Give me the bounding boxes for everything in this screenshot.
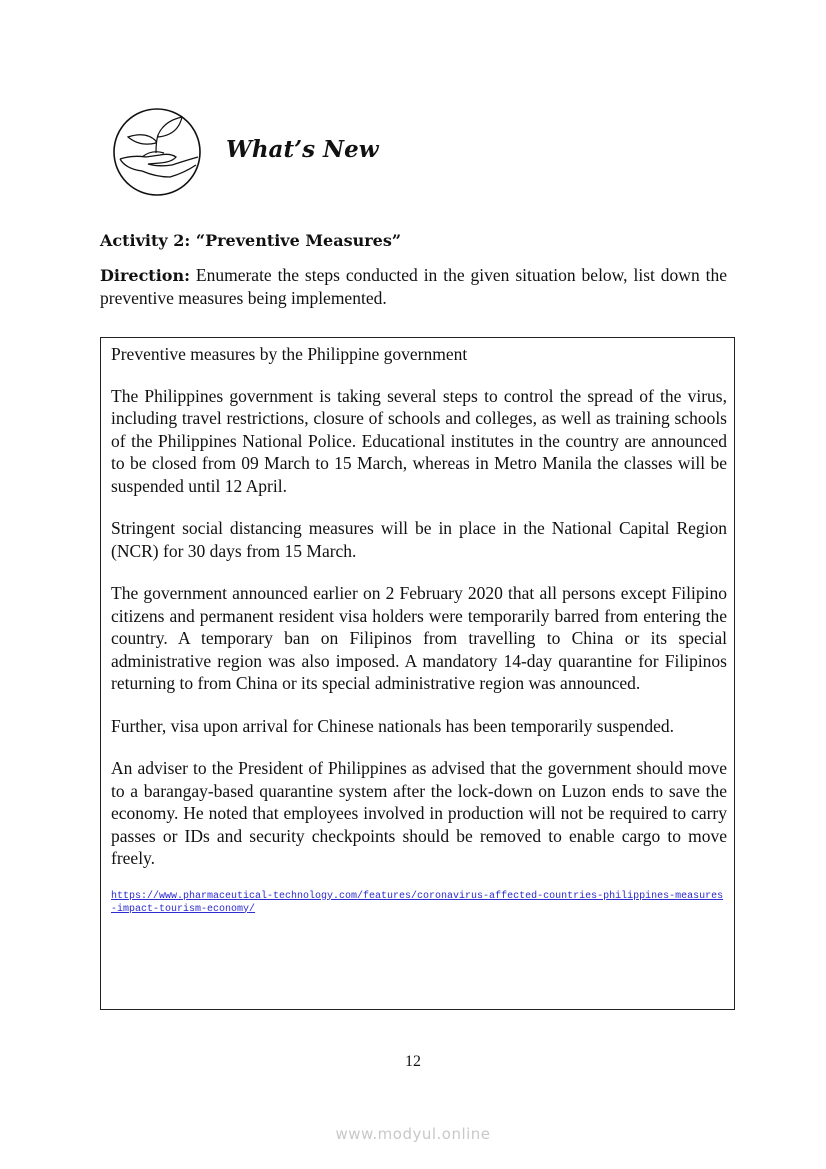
section-title: What’s New — [226, 136, 379, 163]
reading-box — [100, 337, 735, 1010]
hand-holding-seedling-icon — [112, 107, 202, 197]
page-number: 12 — [405, 1053, 421, 1070]
source-link[interactable]: https://www.pharmaceutical-technology.com/features/coronavirus-affected-countries-philippines-measures-impact-tourism-economy/ — [111, 890, 724, 915]
watermark: www.modyul.online — [335, 1125, 491, 1143]
direction-label: Direction: — [100, 266, 190, 285]
paragraph: The Philippines government is taking several steps to control the spread of the virus, including travel restrictions, closure of schools and colleges, as well as training schools of the Philippines National Police. Educational institutes in the country are announced to be closed from 09 March to 15 March, whereas in Metro Manila the classes will be suspended until 12 April. — [111, 385, 727, 496]
paragraph: Stringent social distancing measures will be in place in the National Capital Region (NCR) for 30 days from 15 March. — [111, 518, 727, 561]
direction-body: Enumerate the steps conducted in the given situation below, list down the preventive measures being implemented. — [100, 265, 727, 308]
paragraph: An adviser to the President of Philippines as advised that the government should move to a barangay-based quarantine system after the lock-down on Luzon ends to save the economy. He noted that employees involved in production will not be required to carry passes or IDs and security checkpoints should be removed to enable cargo to move freely. — [111, 758, 727, 868]
box-title: Preventive measures by the Philippine government — [111, 344, 468, 364]
activity-title: Activity 2: “Preventive Measures” — [100, 231, 402, 250]
paragraph: Further, visa upon arrival for Chinese nationals has been temporarily suspended. — [111, 715, 675, 736]
direction-text — [100, 264, 727, 310]
paragraph: The government announced earlier on 2 February 2020 that all persons except Filipino citizens and permanent resident visa holders were temporarily barred from entering the country. A temporary ban on Filipinos from travelling to China or its special administrative region was also imposed. A mandatory 14-day quarantine for Filipinos returning to from China or its special administrative region was announced. — [111, 583, 727, 693]
